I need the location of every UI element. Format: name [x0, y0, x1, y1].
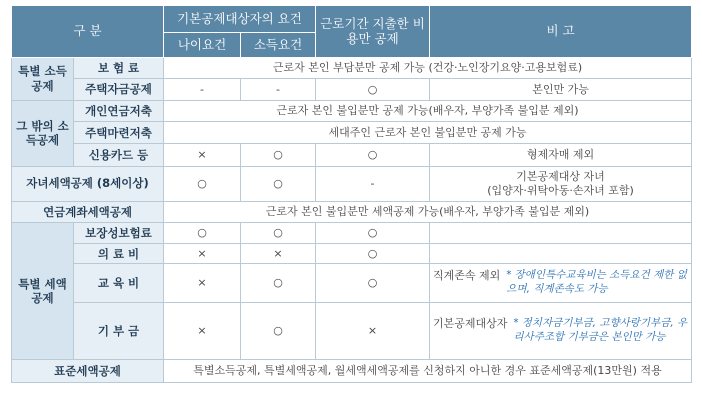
cell-credit-card-age: ×	[164, 144, 241, 167]
row-label-insurance: 보 험 료	[74, 57, 164, 79]
cell-medical-period: ○	[316, 243, 430, 264]
note-donation-main: 기본공제대상자	[433, 317, 508, 331]
cell-child-tax-period: -	[316, 166, 430, 201]
cell-donation-income: ○	[241, 302, 316, 360]
group-other-income: 그 밖의 소득공제	[12, 100, 74, 166]
note-education	[430, 264, 692, 302]
note-housing-savings: 세대주인 근로자 본인 불입분만 공제 가능	[164, 122, 692, 144]
cell-child-tax-age: ○	[164, 166, 241, 201]
row-label-donation: 기 부 금	[74, 302, 164, 360]
row-label-protective-insurance: 보장성보험료	[74, 223, 164, 244]
header-age: 나이요건	[164, 32, 241, 57]
cell-credit-card-income: ○	[241, 144, 316, 167]
header-remarks: 비 고	[430, 6, 692, 58]
note-education-star-text: 장애인특수교육비는 소득요건 제한 없으며, 직계존속도 가능	[506, 269, 687, 296]
row-label-credit-card: 신용카드 등	[74, 144, 164, 167]
cell-housing-loan-age: -	[164, 79, 241, 101]
note-child-tax-line1: 기본공제대상 자녀	[516, 169, 605, 183]
note-child-tax	[430, 166, 692, 201]
note-education-main: 직계존속 제외	[433, 269, 501, 283]
header-category: 구 분	[12, 6, 164, 58]
cell-protective-insurance-age: ○	[164, 223, 241, 244]
note-medical	[430, 243, 692, 264]
row-label-standard: 표준세액공제	[12, 360, 164, 383]
note-pension: 근로자 본인 불입분만 공제 가능(배우자, 부양가족 불입분 제외)	[164, 100, 692, 122]
note-donation-star	[513, 317, 688, 344]
cell-education-income: ○	[241, 264, 316, 302]
note-housing-loan: 본인만 가능	[430, 79, 692, 101]
row-label-education: 교 육 비	[74, 264, 164, 302]
row-label-pension: 개인연금저축	[74, 100, 164, 122]
note-insurance: 근로자 본인 부담분만 공제 가능 (건강·노인장기요양·고용보험료)	[164, 57, 692, 79]
note-donation	[430, 302, 692, 360]
cell-protective-insurance-income: ○	[241, 223, 316, 244]
note-donation-star-text: 정치자금기부금, 고향사랑기부금, 우리사주조합 기부금은 본인만 가능	[513, 317, 688, 343]
cell-protective-insurance-period: ○	[316, 223, 430, 244]
row-label-medical: 의 료 비	[74, 243, 164, 264]
header-income: 소득요건	[241, 32, 316, 57]
cell-education-period: ○	[316, 264, 430, 302]
note-standard: 특별소득공제, 특별세액공제, 월세액세액공제를 신청하지 아니한 경우 표준세액공제(13만원) 적용	[164, 360, 692, 383]
cell-credit-card-period: ○	[316, 144, 430, 167]
cell-medical-age: ×	[164, 243, 241, 264]
row-label-child-tax: 자녀세액공제 (8세이상)	[12, 166, 164, 201]
note-donation-star-mark: *	[513, 317, 519, 330]
group-special-tax: 특별 세액공제	[12, 223, 74, 360]
header-period: 근로기간 지출한 비용만 공제	[316, 6, 430, 58]
note-education-star	[506, 269, 688, 296]
deduction-requirements-table	[11, 5, 692, 383]
row-label-housing-loan: 주택자금공제	[74, 79, 164, 101]
header-requirements: 기본공제대상자의 요건	[164, 6, 316, 33]
cell-housing-loan-income: -	[241, 79, 316, 101]
row-label-housing-savings: 주택마련저축	[74, 122, 164, 144]
cell-housing-loan-period: ○	[316, 79, 430, 101]
note-child-tax-line2: (입양자·위탁아동·손자녀 포함)	[487, 183, 634, 197]
note-pension-account: 근로자 본인 불입분만 세액공제 가능(배우자, 부양가족 불입분 제외)	[164, 201, 692, 223]
cell-donation-age: ×	[164, 302, 241, 360]
note-protective-insurance	[430, 223, 692, 244]
cell-education-age: ×	[164, 264, 241, 302]
group-special-income: 특별 소득공제	[12, 57, 74, 100]
row-label-pension-account: 연금계좌세액공제	[12, 201, 164, 223]
cell-donation-period: ×	[316, 302, 430, 360]
note-education-star-mark: *	[506, 269, 512, 282]
note-credit-card: 형제자매 제외	[430, 144, 692, 167]
cell-medical-income: ×	[241, 243, 316, 264]
cell-child-tax-income: ○	[241, 166, 316, 201]
